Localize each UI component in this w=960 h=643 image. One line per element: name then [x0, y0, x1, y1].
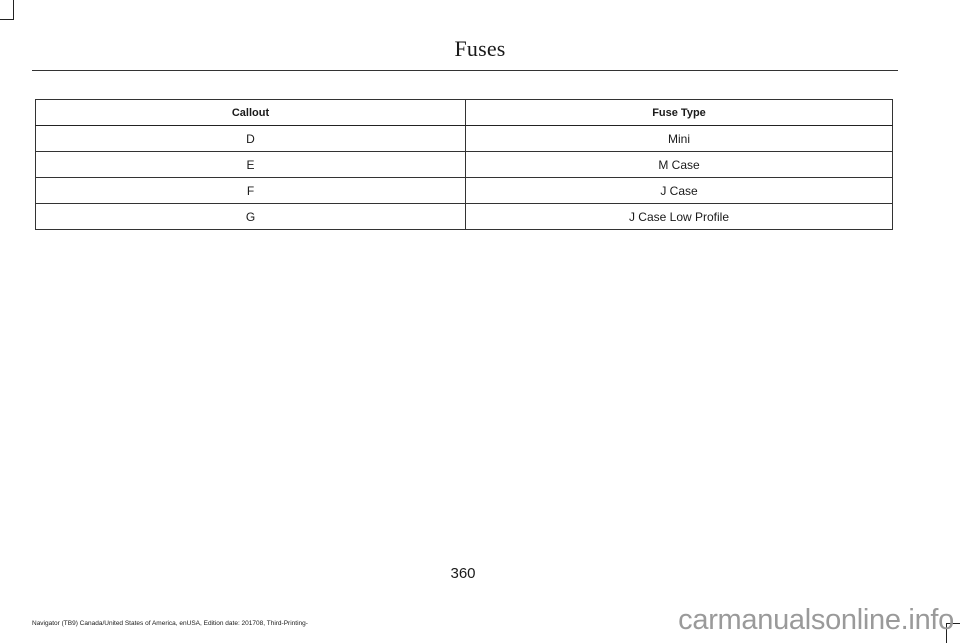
crop-mark-top-left: [0, 19, 14, 20]
callout-cell: F: [36, 178, 466, 204]
column-header-callout: Callout: [36, 100, 466, 126]
table-row: [36, 126, 893, 152]
fuse-type-cell: J Case: [466, 178, 893, 204]
edition-footer: Navigator (TB9) Canada/United States of America, enUSA, Edition date: 201708, Third-Printing-: [32, 620, 308, 627]
page-title: Fuses: [454, 36, 506, 61]
fuse-type-cell: M Case: [466, 152, 893, 178]
header-divider: [32, 70, 898, 71]
callout-cell: G: [36, 204, 466, 230]
fuse-type-cell: Mini: [466, 126, 893, 152]
fuse-type-cell: J Case Low Profile: [466, 204, 893, 230]
callout-cell: E: [36, 152, 466, 178]
callout-cell: D: [36, 126, 466, 152]
table-row: [36, 152, 893, 178]
page-number: 360: [450, 565, 476, 582]
table-row: [36, 204, 893, 230]
crop-mark-top-left: [13, 0, 14, 20]
watermark: carmanualsonline.info: [678, 604, 954, 636]
table-row: [36, 178, 893, 204]
column-header-fuse-type: Fuse Type: [466, 100, 893, 126]
fuse-type-table: [35, 99, 893, 230]
table-header-row: [36, 100, 893, 126]
